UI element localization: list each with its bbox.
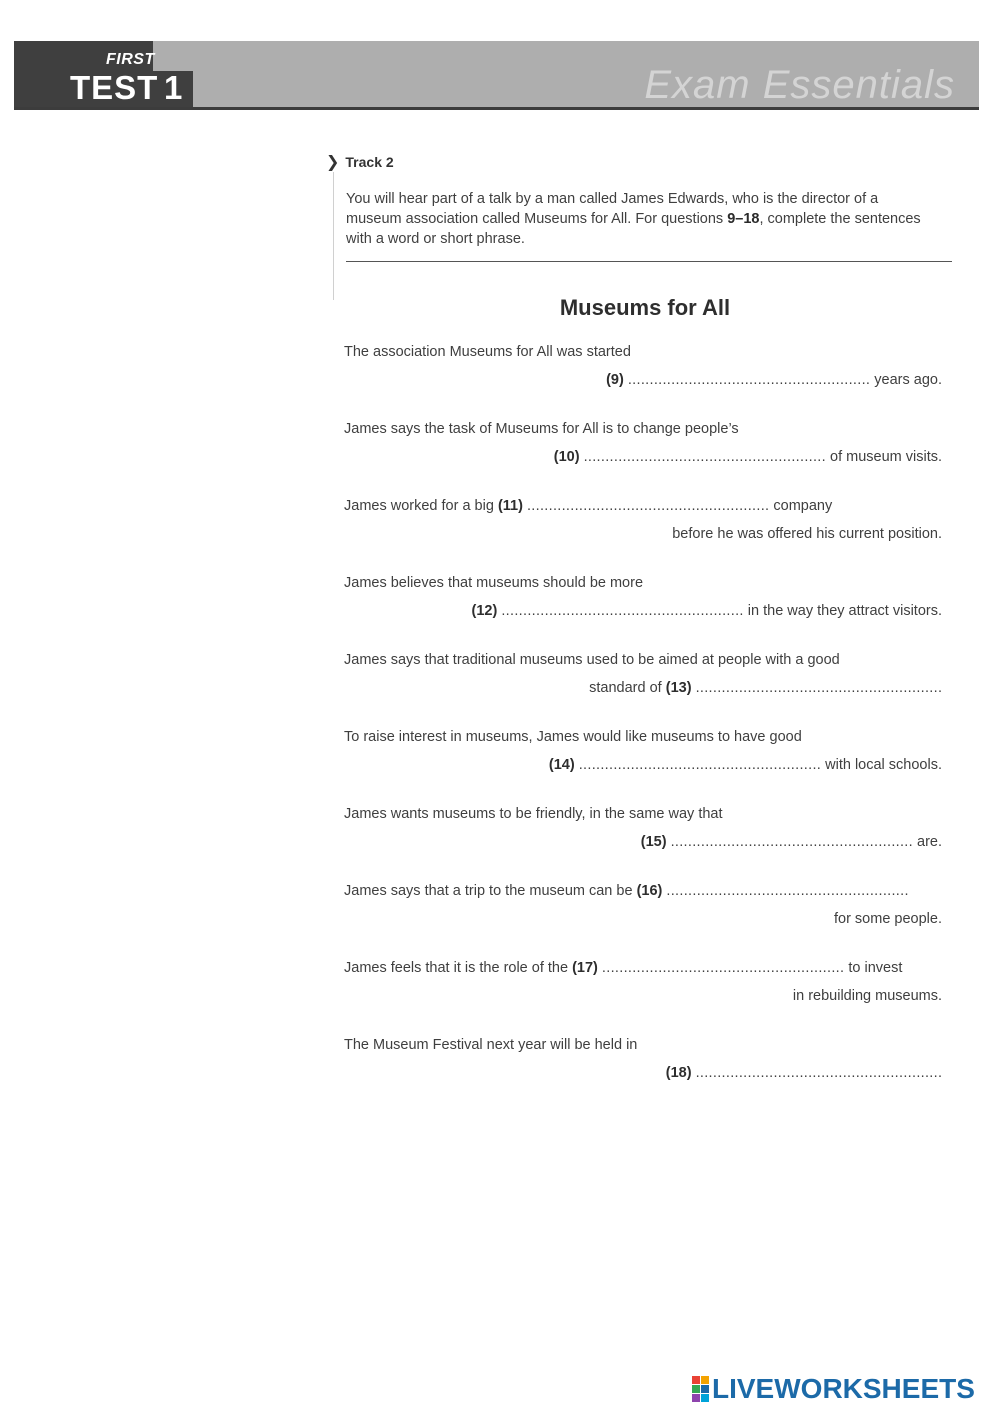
question-text: James wants museums to be friendly, in the same way that (344, 806, 723, 822)
question-continuation: . (937, 1065, 942, 1081)
question-text: The association Museums for All was started (344, 344, 631, 360)
answer-line (344, 370, 942, 390)
test-label: TEST (70, 69, 159, 106)
question-number: (14) (548, 757, 575, 773)
question-continuation: to invest (848, 960, 903, 976)
question-continuation: with local schools. (825, 757, 942, 773)
question-text: James believes that museums should be more (344, 575, 644, 591)
answer-blank-10[interactable]: ........................................................ (583, 449, 826, 465)
question-number: (18) (665, 1065, 692, 1081)
question-continuation: of museum visits. (830, 449, 942, 465)
answer-blank-16[interactable]: ........................................................ (666, 883, 909, 899)
logo-square (701, 1394, 709, 1402)
series-title: Exam Essentials (644, 63, 955, 107)
answer-line (344, 678, 942, 698)
answer-line (344, 755, 942, 775)
question-number: (11) (497, 498, 523, 514)
answer-blank-17[interactable]: ........................................................ (601, 960, 845, 976)
logo-square (692, 1385, 700, 1393)
logo-square (692, 1376, 700, 1384)
logo-square (692, 1394, 700, 1402)
answer-line (344, 447, 942, 467)
question-14 (344, 727, 942, 775)
answer-line (344, 958, 942, 978)
answer-blank-14[interactable]: ........................................................ (578, 757, 822, 773)
logo-text: LIVEWORKSHEETS (712, 1373, 975, 1404)
question-continuation: company (773, 498, 833, 514)
question-13 (344, 650, 942, 698)
question-15 (344, 804, 942, 852)
page-title: Museums for All (559, 295, 731, 320)
question-number: (12) (471, 603, 498, 619)
question-10 (344, 419, 942, 467)
question-number: (13) (665, 680, 692, 696)
question-17 (344, 958, 942, 1006)
question-text: James worked for a big (344, 498, 494, 514)
question-text: James feels that it is the role of the (344, 960, 569, 976)
track-label (326, 152, 394, 172)
instructions (346, 189, 936, 249)
answer-blank-9[interactable]: ........................................................ (627, 372, 871, 388)
question-text-line2: for some people. (833, 911, 942, 927)
liveworksheets-logo (692, 1374, 975, 1404)
answer-line (344, 832, 942, 852)
answer-line (344, 496, 942, 516)
test-number: 1 (164, 69, 183, 106)
sidebar-divider (333, 172, 334, 300)
instructions-part2: , complete the sentences with a word or short phrase. (346, 211, 921, 247)
answer-line (344, 601, 942, 621)
question-text: James says that traditional museums used to be aimed at people with a good (344, 652, 840, 668)
question-text: James says that a trip to the museum can be (344, 883, 633, 899)
header-band (14, 41, 979, 110)
question-text: To raise interest in museums, James would like museums to have good (344, 729, 802, 745)
answer-blank-18[interactable]: ........................................................ (695, 1065, 938, 1081)
question-range: 9–18 (727, 211, 760, 227)
question-text-pre: standard of (589, 680, 662, 696)
question-continuation: . (937, 680, 942, 696)
track-text: Track 2 (345, 154, 394, 170)
answer-blank-13[interactable]: ........................................................ (695, 680, 938, 696)
section-divider (346, 261, 952, 262)
question-continuation: in the way they attract visitors. (747, 603, 942, 619)
answer-line (344, 1063, 942, 1083)
question-12 (344, 573, 942, 621)
question-16 (344, 881, 942, 929)
question-11 (344, 496, 942, 544)
logo-grid-icon (692, 1376, 709, 1402)
first-label: FIRST (106, 51, 155, 68)
question-continuation: years ago. (874, 372, 942, 388)
question-number: (16) (636, 883, 663, 899)
answer-blank-11[interactable]: ........................................................ (526, 498, 770, 514)
question-text-line2: in rebuilding museums. (792, 988, 942, 1004)
question-9 (344, 342, 942, 390)
question-18 (344, 1035, 942, 1083)
answer-blank-15[interactable]: ........................................................ (670, 834, 913, 850)
question-text: The Museum Festival next year will be held in (344, 1037, 638, 1053)
answer-blank-12[interactable]: ........................................................ (501, 603, 744, 619)
question-continuation: are. (917, 834, 942, 850)
speaker-icon: ❯ (326, 154, 340, 171)
question-number: (10) (553, 449, 580, 465)
logo-square (701, 1376, 709, 1384)
question-number: (15) (640, 834, 667, 850)
instructions-part1: You will hear part of a talk by a man called James Edwards, who is the director of a museum association called Museums for All. For questions (346, 191, 879, 227)
answer-line (344, 881, 942, 901)
question-number: (9) (606, 372, 624, 388)
question-text: James says the task of Museums for All is to change people’s (344, 421, 739, 437)
question-number: (17) (572, 960, 598, 976)
question-text-line2: before he was offered his current position. (672, 526, 942, 542)
logo-square (701, 1385, 709, 1393)
